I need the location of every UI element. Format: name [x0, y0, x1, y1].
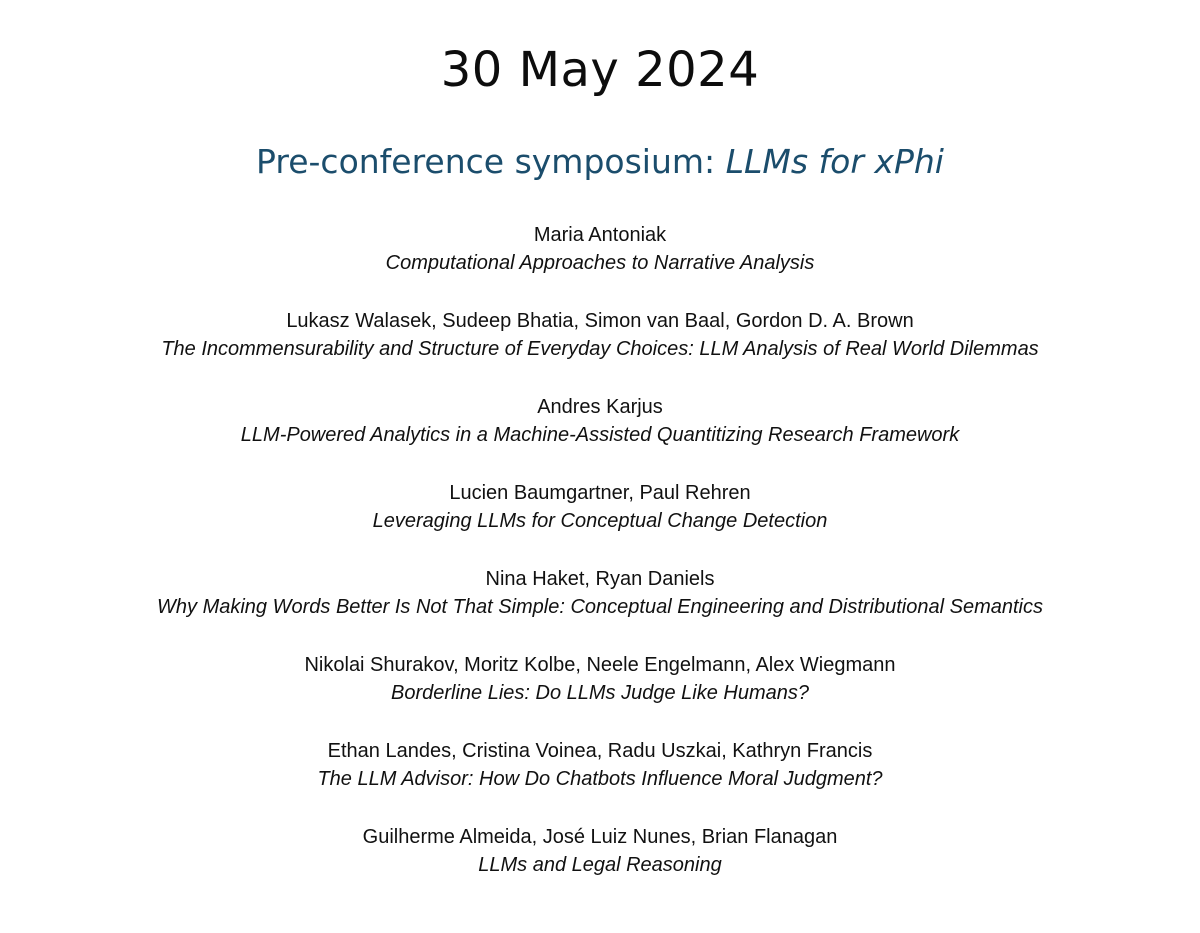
- talk-item: [0, 393, 1200, 479]
- talk-authors: Nikolai Shurakov, Moritz Kolbe, Neele Engelmann, Alex Wiegmann: [304, 654, 896, 676]
- talk-item: [0, 479, 1200, 565]
- talk-authors: Lukasz Walasek, Sudeep Bhatia, Simon van Baal, Gordon D. A. Brown: [286, 310, 914, 332]
- talk-title: Computational Approaches to Narrative Analysis: [385, 252, 815, 274]
- talk-title: LLM-Powered Analytics in a Machine-Assisted Quantitizing Research Framework: [240, 424, 960, 446]
- talk-item: [0, 737, 1200, 823]
- talk-title: Borderline Lies: Do LLMs Judge Like Humans?: [391, 682, 809, 704]
- talk-item: [0, 221, 1200, 307]
- talk-list: [0, 221, 1200, 909]
- talk-item: [0, 307, 1200, 393]
- talk-title: Leveraging LLMs for Conceptual Change Detection: [372, 510, 828, 532]
- talk-authors: Andres Karjus: [537, 396, 663, 418]
- talk-title: Why Making Words Better Is Not That Simple: Conceptual Engineering and Distributional Semantics: [157, 596, 1043, 618]
- talk-item: [0, 565, 1200, 651]
- talk-item: [0, 823, 1200, 909]
- talk-title: The LLM Advisor: How Do Chatbots Influence Moral Judgment?: [317, 768, 883, 790]
- talk-authors: Maria Antoniak: [533, 224, 667, 246]
- date-heading: 30 May 2024: [440, 42, 760, 98]
- talk-title: LLMs and Legal Reasoning: [478, 854, 722, 876]
- talk-authors: Guilherme Almeida, José Luiz Nunes, Brian Flanagan: [362, 826, 838, 848]
- symposium-heading: [0, 140, 1200, 184]
- talk-title: The Incommensurability and Structure of Everyday Choices: LLM Analysis of Real World Dilemmas: [161, 338, 1039, 360]
- symposium-prefix: Pre-conference symposium:: [256, 142, 726, 181]
- talk-authors: Lucien Baumgartner, Paul Rehren: [449, 482, 751, 504]
- talk-authors: Nina Haket, Ryan Daniels: [485, 568, 715, 590]
- talk-item: [0, 651, 1200, 737]
- symposium-name: LLMs for xPhi: [725, 142, 944, 181]
- talk-authors: Ethan Landes, Cristina Voinea, Radu Uszkai, Kathryn Francis: [327, 740, 873, 762]
